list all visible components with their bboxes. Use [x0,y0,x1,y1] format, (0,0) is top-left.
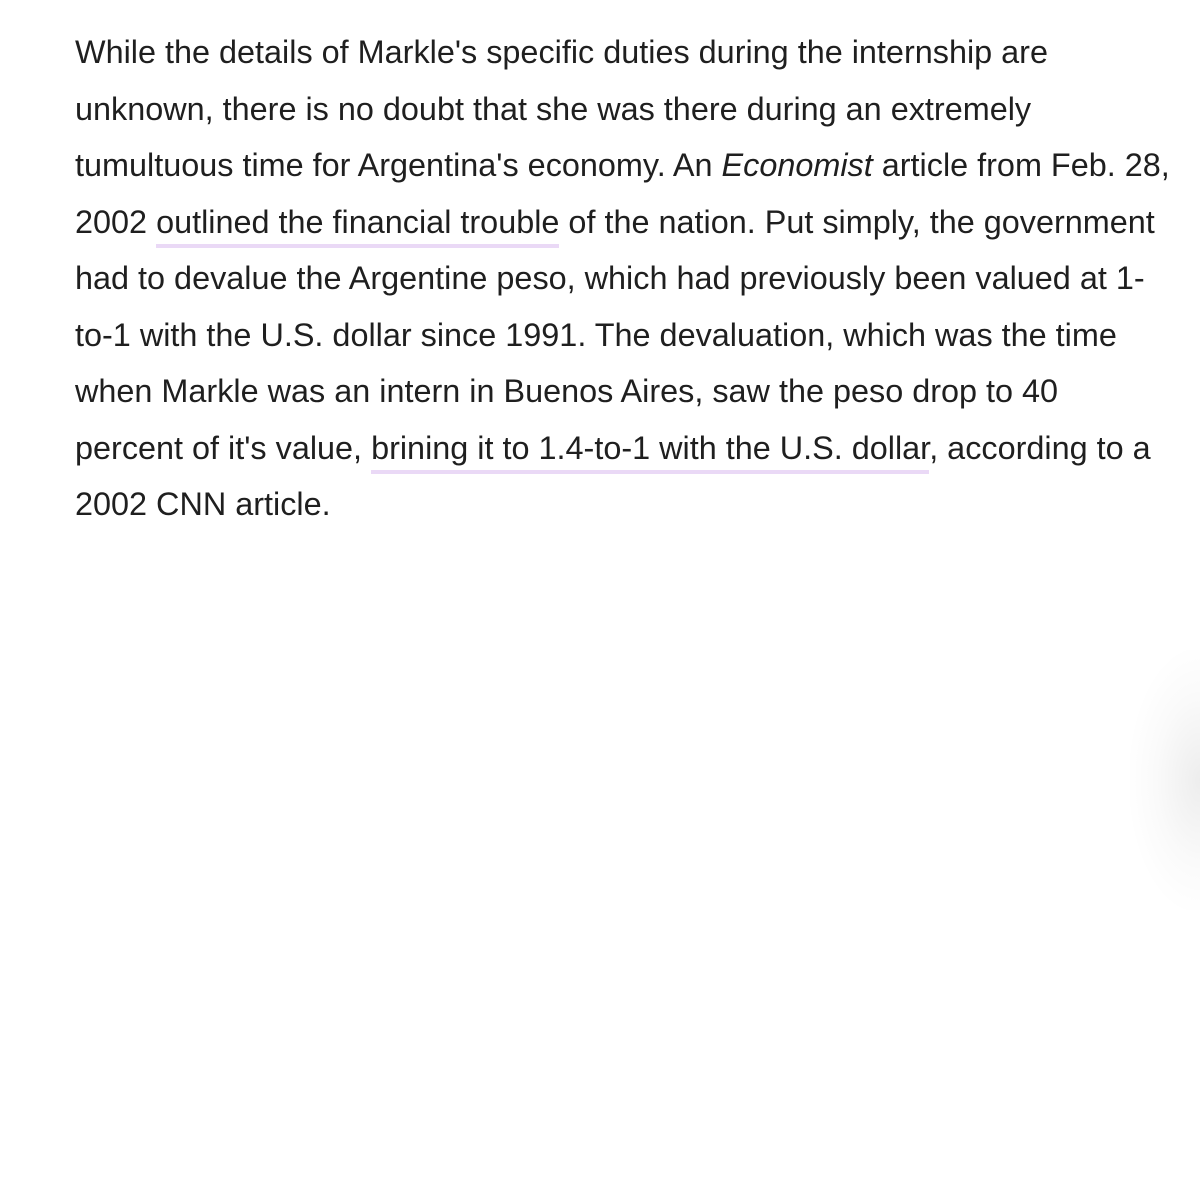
paragraph-text-1: While the details of Markle's specific duties during the internship are unknown, there is no doubt that she was there during an extremely tumultuous time for Argentina's economy. An [75,34,1048,183]
article-paragraph [75,24,1170,533]
publication-name: Economist [721,147,873,183]
paragraph-text-4: , according to a 2002 CNN article. [75,429,1151,522]
edge-shadow [1130,650,1200,910]
link-financial-trouble[interactable]: outlined the financial trouble [156,204,559,248]
paragraph-text-3: of the nation. Put simply, the government had to devalue the Argentine peso, which had previously been valued at 1-to-1 with the U.S. dollar since 1991. The devaluation, which was the time when Markle was an intern in Buenos Aires, saw the peso drop to 40 percent of it's value, [75,203,1155,466]
article-body [75,24,1170,533]
link-cnn-article[interactable]: brining it to 1.4-to-1 with the U.S. dollar [371,430,929,474]
paragraph-text-2: article from Feb. 28, 2002 [75,147,1170,240]
